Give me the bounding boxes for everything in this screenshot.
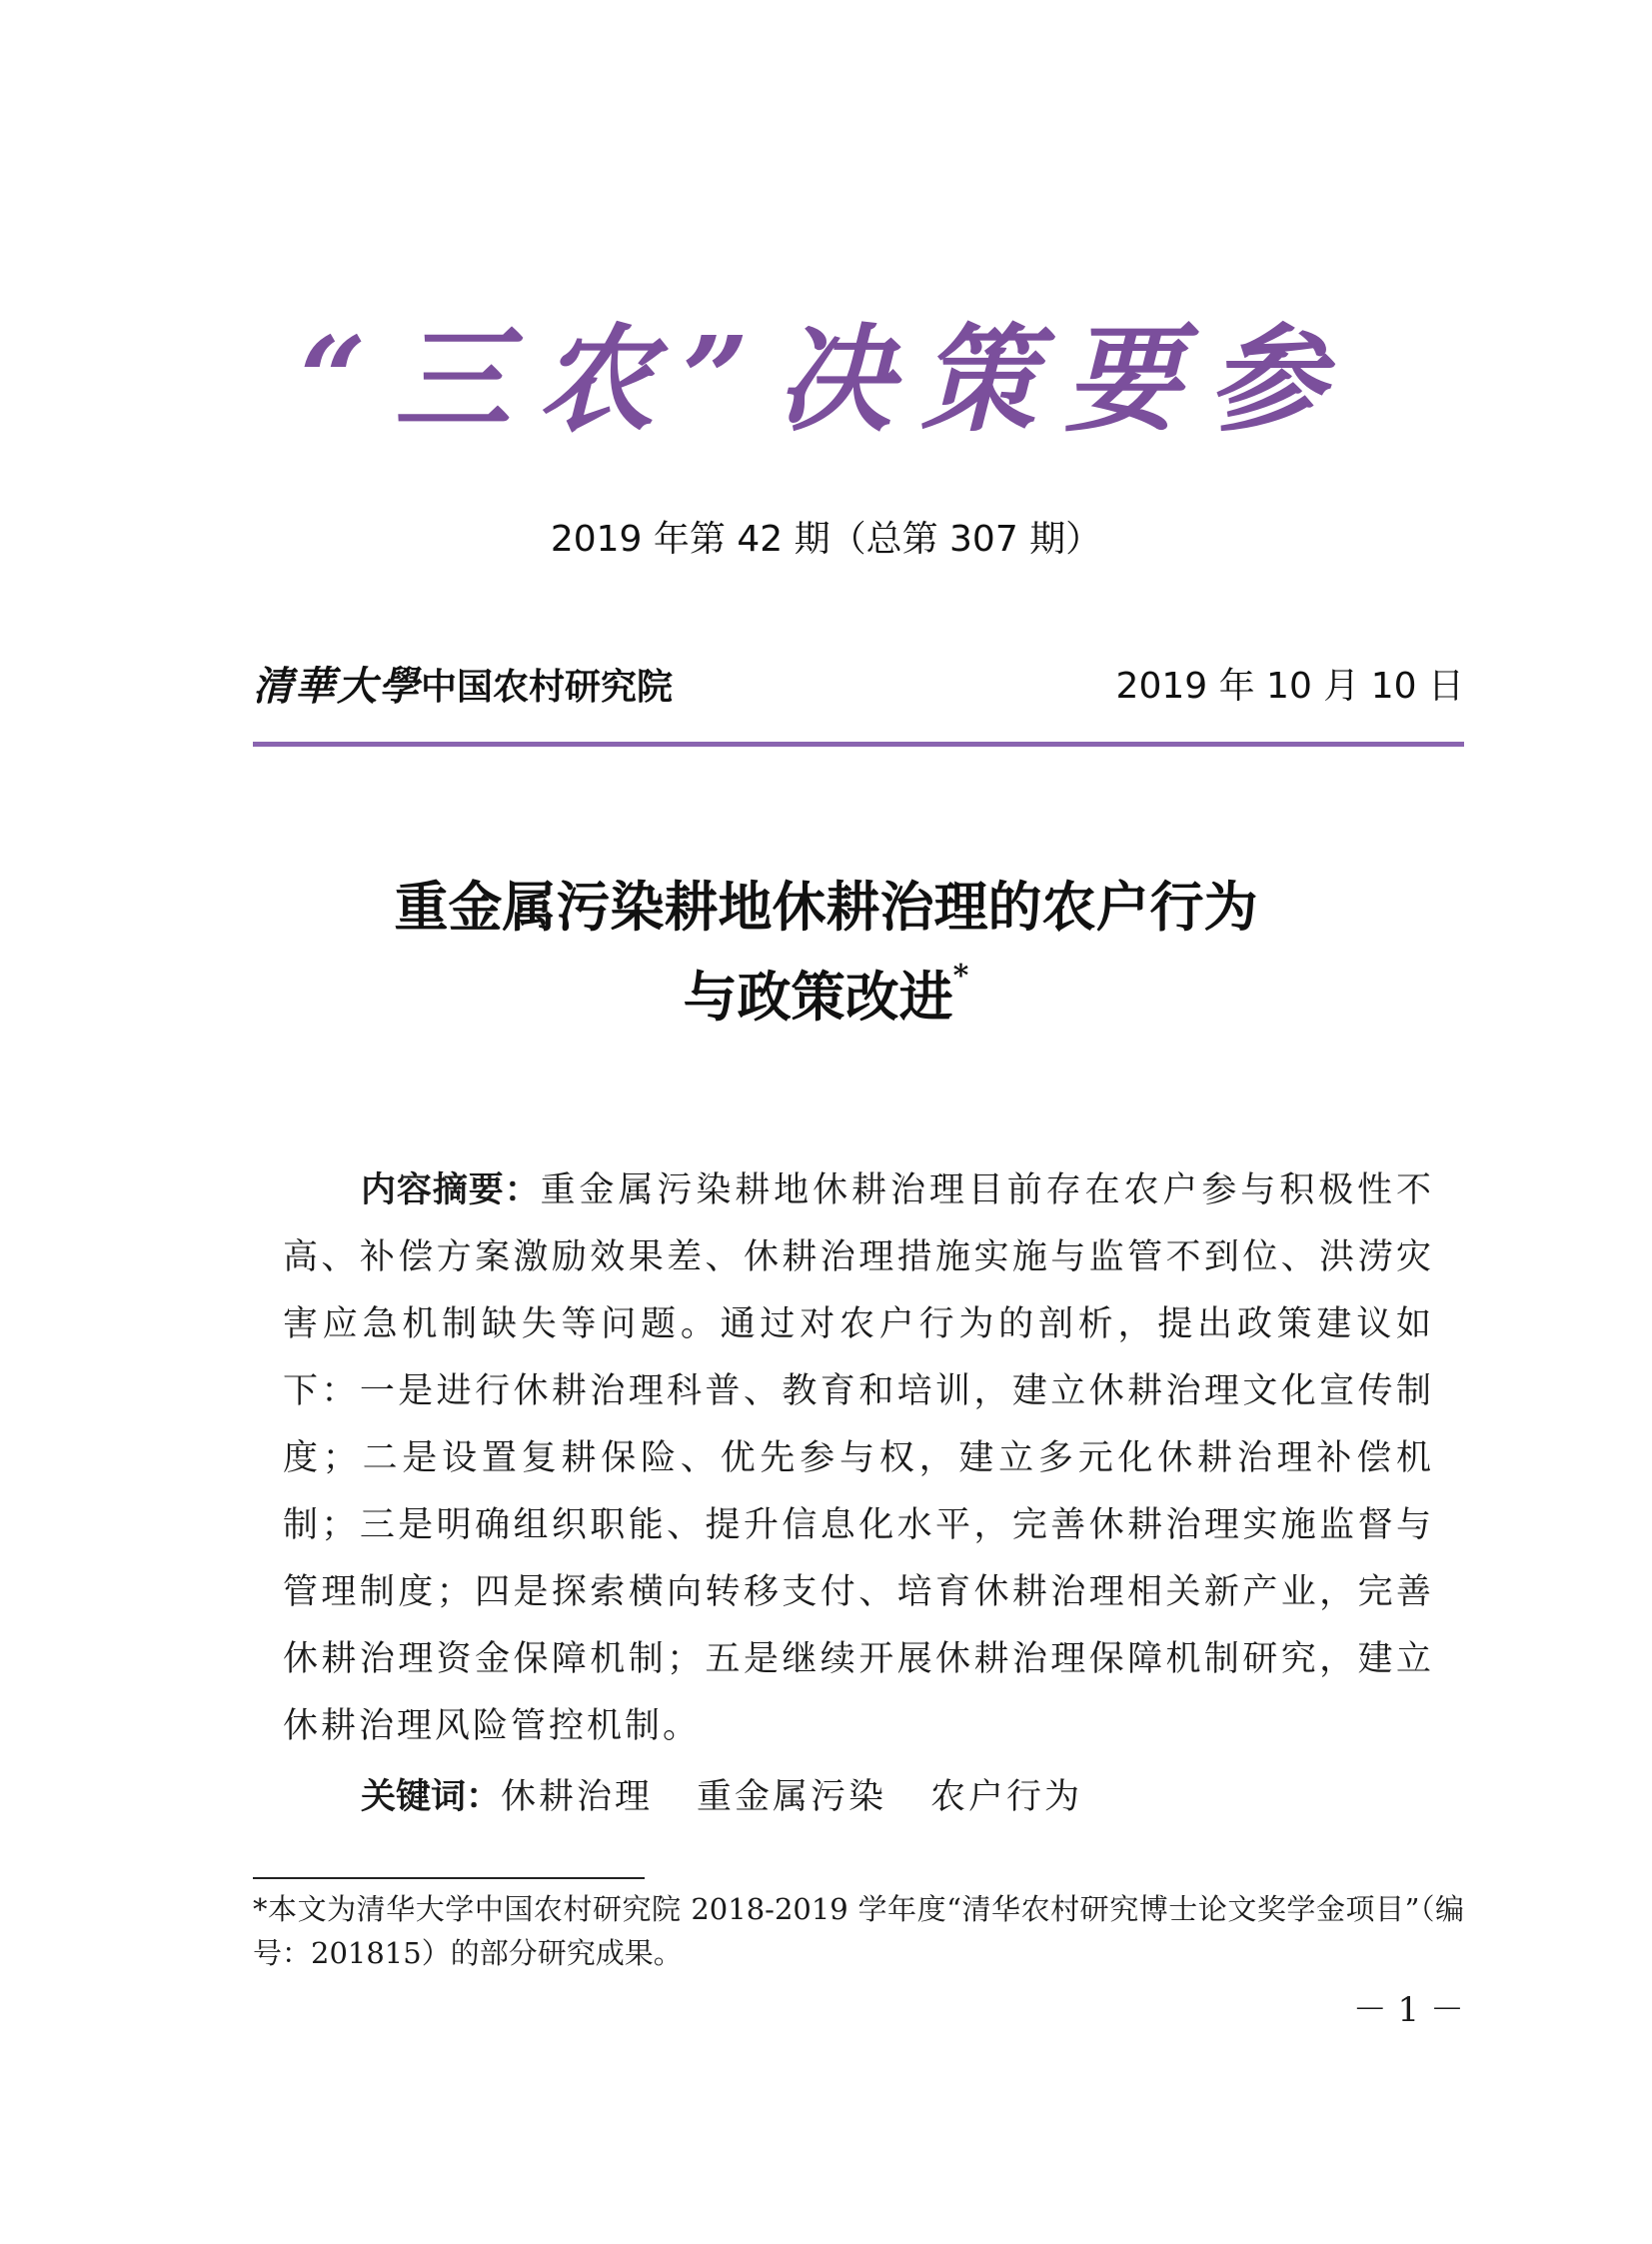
publisher-row <box>253 660 1464 714</box>
footnote-text: *本文为清华大学中国农村研究院 2018-2019 学年度“清华农村研究博士论文奖学金项目”（编号：201815）的部分研究成果。 <box>253 1892 1464 1970</box>
article-title-line1: 重金属污染耕地休耕治理的农户行为 <box>394 875 1258 939</box>
institute-name: 中国农村研究院 <box>421 666 674 708</box>
abstract-paragraph <box>283 1157 1434 1760</box>
keyword-item: 重金属污染 <box>697 1777 887 1817</box>
keywords-label: 关键词： <box>361 1777 502 1817</box>
header-divider <box>253 742 1464 747</box>
abstract-label: 内容摘要： <box>361 1170 541 1210</box>
keyword-item: 休耕治理 <box>501 1777 654 1817</box>
article-title-line2-text: 与政策改进 <box>683 965 953 1029</box>
issue-number: 2019 年第 42 期（总第 307 期） <box>550 519 1102 560</box>
university-logo: 清華大學 <box>253 663 421 710</box>
keywords-line <box>361 1767 1126 1827</box>
footnote-divider <box>253 1877 645 1879</box>
abstract-text: 重金属污染耕地休耕治理目前存在农户参与积极性不高、补偿方案激励效果差、休耕治理措施实施与监管不到位、洪涝灾害应急机制缺失等问题。通过对农户行为的剖析，提出政策建议如下：一是进行休耕治理科普、教育和培训，建立休耕治理文化宣传制度；二是设置复耕保险、优先参与权，建立多元化休耕治理补偿机制；三是明确组织职能、提升信息化水平，完善休耕治理实施监督与管理制度；四是探索横向转移支付、培育休耕治理相关新产业，完善休耕治理资金保障机制；五是继续开展休耕治理保障机制研究，建立休耕治理风险管控机制。 <box>283 1170 1434 1746</box>
article-title-line2 <box>0 959 1652 1029</box>
keyword-item: 农户行为 <box>930 1777 1083 1817</box>
publication-date: 2019 年 10 月 10 日 <box>1115 666 1464 707</box>
title-footnote-mark: * <box>952 959 969 994</box>
page-number: － 1 － <box>1352 1990 1464 2030</box>
masthead-title: “三农”决策要参 <box>299 312 1353 448</box>
